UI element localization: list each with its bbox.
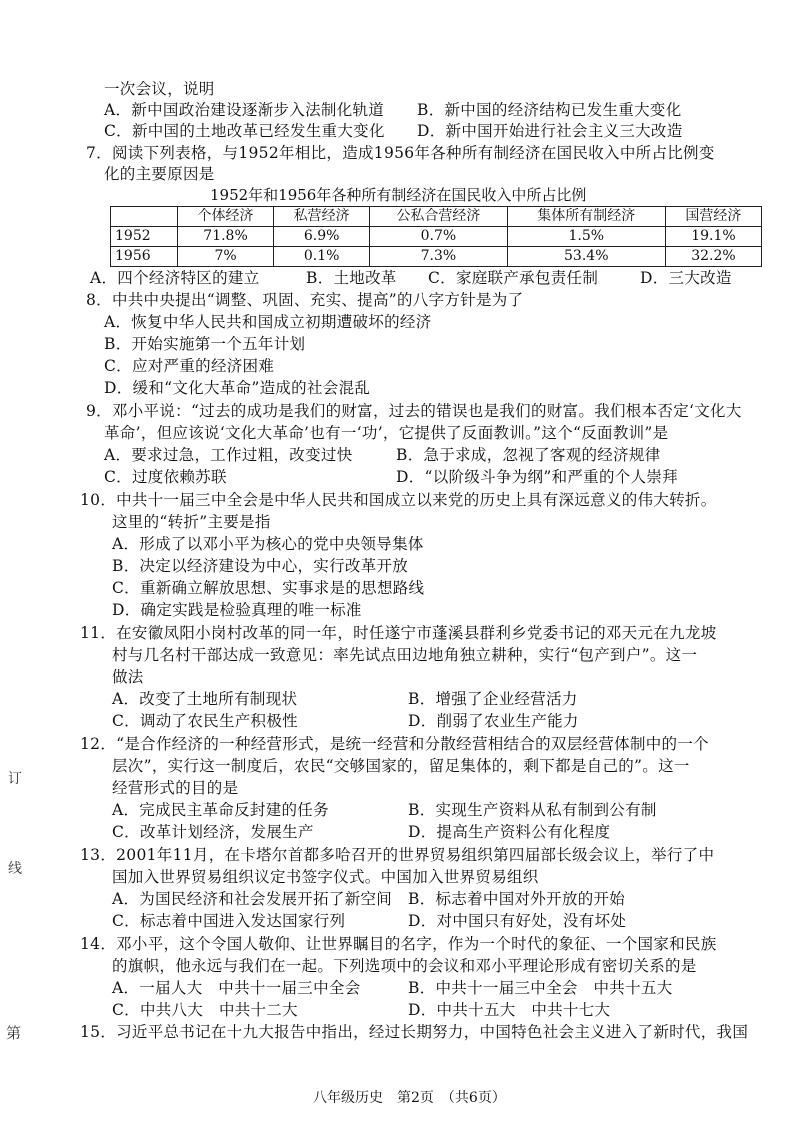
q12-stem-line2: 层次”，实行这一制度后，农民“交够国家的，留足集体的，剩下都是自己的”。这一 (112, 757, 690, 775)
q7-table (110, 206, 762, 267)
q15-stem-line1: 15．习近平总书记在十九大报告中指出，经过长期努力，中国特色社会主义进入了新时代，我国 (80, 1023, 749, 1041)
table-header-cell: 国营经济 (665, 207, 761, 227)
q6-stem-tail: 一次会议，说明 (104, 80, 215, 98)
table-cell: 53.4% (507, 247, 665, 267)
table-cell: 7.3% (370, 247, 507, 267)
q9-option-b: B．急于求成，忽视了客观的经济规律 (396, 446, 661, 464)
q9-stem-line1: 9．邓小平说：“过去的成功是我们的财富，过去的错误也是我们的财富。我们根本否定‘文化大 (86, 402, 742, 420)
table-cell: 32.2% (665, 247, 761, 267)
q9-option-c: C．过度依赖苏联 (104, 468, 227, 486)
q8-stem: 8．中共中央提出“调整、巩固、充实、提高”的八字方针是为了 (86, 291, 524, 309)
q7-option-c: C．家庭联产承包责任制 (428, 269, 599, 287)
q13-option-b: B．标志着中国对外开放的开始 (408, 890, 626, 908)
q12-option-d: D．提高生产资料公有化程度 (408, 823, 611, 841)
q6-option-a: A．新中国政治建设逐渐步入法制化轨道 (104, 101, 385, 119)
q8-option-c: C．应对严重的经济困难 (104, 357, 275, 375)
q11-stem-line2: 村与几名村干部达成一致意见：率先试点田边地角独立耕种，实行“包产到户”。这一 (112, 646, 698, 664)
q14-stem-line1: 14．邓小平，这个令国人敬仰、让世界瞩目的名字，作为一个时代的象征、一个国家和民族 (80, 935, 717, 953)
q10-option-d: D．确定实践是检验真理的唯一标准 (112, 601, 362, 619)
q6-option-b: B．新中国的经济结构已发生重大变化 (417, 101, 682, 119)
q8-option-a: A．恢复中华人民共和国成立初期遭破坏的经济 (104, 313, 432, 331)
q7-option-d: D．三大改造 (640, 269, 732, 287)
table-cell: 71.8% (178, 227, 274, 247)
q9-option-d: D．“以阶级斗争为纲”和严重的个人崇拜 (396, 468, 678, 486)
q12-stem-line1: 12．“是合作经济的一种经营形式，是统一经营和分散经营相结合的双层经营体制中的一个 (80, 735, 709, 753)
table-header-cell (111, 207, 178, 227)
table-cell: 1.5% (507, 227, 665, 247)
q10-stem-line2: 这里的“转折”主要是指 (112, 513, 271, 531)
q14-option-d: D．中共十五大 中共十七大 (408, 1001, 611, 1019)
table-cell: 7% (178, 247, 274, 267)
q11-option-c: C．调动了农民生产积极性 (112, 712, 298, 730)
table-cell: 6.9% (274, 227, 370, 247)
q12-option-c: C．改革计划经济，发展生产 (112, 823, 314, 841)
binding-margin-mark: 订 (8, 771, 22, 787)
table-cell: 1952 (111, 227, 178, 247)
binding-margin-mark: 第 (6, 1024, 22, 1042)
q7-table-caption: 1952年和1956年各种所有制经济在国民收入中所占比例 (210, 186, 587, 204)
table-cell: 19.1% (665, 227, 761, 247)
table-row (111, 227, 762, 247)
q14-option-b: B．中共十一届三中全会 中共十五大 (408, 979, 673, 997)
binding-margin-mark: 线 (8, 861, 22, 877)
q10-stem-line1: 10．中共十一届三中全会是中华人民共和国成立以来党的历史上具有深远意义的伟大转折。 (80, 491, 717, 509)
q14-stem-line2: 的旗帜，他永远与我们在一起。下列选项中的会议和邓小平理论形成有密切关系的是 (112, 957, 697, 975)
q11-option-d: D．削弱了农业生产能力 (408, 712, 579, 730)
q13-option-a: A．为国民经济和社会发展开拓了新空间 (112, 890, 393, 908)
table-header-cell: 集体所有制经济 (507, 207, 665, 227)
q10-option-a: A．形成了以邓小平为核心的党中央领导集体 (112, 535, 424, 553)
q12-stem-line3: 经营形式的目的是 (112, 779, 239, 797)
q6-option-d: D．新中国开始进行社会主义三大改造 (417, 122, 683, 140)
table-cell: 1956 (111, 247, 178, 267)
q14-option-c: C．中共八大 中共十二大 (112, 1001, 298, 1019)
q13-option-c: C．标志着中国进入发达国家行列 (112, 912, 346, 930)
q9-stem-line2: 革命’，但应该说‘文化大革命’也有一‘功’，它提供了反面教训。”这个“反面教训”是 (104, 424, 669, 442)
table-header-row (111, 207, 762, 227)
table-cell: 0.7% (370, 227, 507, 247)
table-header-cell: 私营经济 (274, 207, 370, 227)
q14-option-a: A．一届人大 中共十一届三中全会 (112, 979, 361, 997)
table-row (111, 247, 762, 267)
q13-stem-line2: 国加入世界贸易组织议定书签字仪式。中国加入世界贸易组织 (112, 868, 539, 886)
table-header-cell: 个体经济 (178, 207, 274, 227)
q7-stem-line1: 7．阅读下列表格，与1952年相比，造成1956年各种所有制经济在国民收入中所占比例变 (86, 144, 715, 162)
q10-option-c: C．重新确立解放思想、实事求是的思想路线 (112, 579, 425, 597)
q7-option-b: B．土地改革 (306, 269, 397, 287)
q8-option-d: D．缓和“文化大革命”造成的社会混乱 (104, 379, 371, 397)
q11-option-a: A．改变了土地所有制现状 (112, 690, 298, 708)
q6-option-c: C．新中国的土地改革已经发生重大变化 (104, 122, 385, 140)
q7-option-a: A．四个经济特区的建立 (90, 269, 260, 287)
q9-option-a: A．要求过急，工作过粗，改变过快 (104, 446, 353, 464)
table-cell: 0.1% (274, 247, 370, 267)
q12-option-a: A．完成民主革命反封建的任务 (112, 801, 329, 819)
q11-stem-line1: 11．在安徽凤阳小岗村改革的同一年，时任遂宁市蓬溪县群利乡党委书记的邓天元在九龙坡 (80, 624, 717, 642)
q10-option-b: B．决定以经济建设为中心，实行改革开放 (112, 557, 409, 575)
page-footer: 八年级历史 第2页 （共6页） (313, 1090, 506, 1106)
q13-option-d: D．对中国只有好处，没有坏处 (408, 912, 627, 930)
table-header-cell: 公私合营经济 (370, 207, 507, 227)
q8-option-b: B．开始实施第一个五年计划 (104, 335, 306, 353)
q11-option-b: B．增强了企业经营活力 (408, 690, 578, 708)
q13-stem-line1: 13．2001年11月，在卡塔尔首都多哈召开的世界贸易组织第四届部长级会议上，举行了中 (80, 846, 715, 864)
q12-option-b: B．实现生产资料从私有制到公有制 (408, 801, 657, 819)
q7-stem-line2: 化的主要原因是 (104, 165, 215, 183)
q11-stem-line3: 做法 (112, 668, 144, 686)
